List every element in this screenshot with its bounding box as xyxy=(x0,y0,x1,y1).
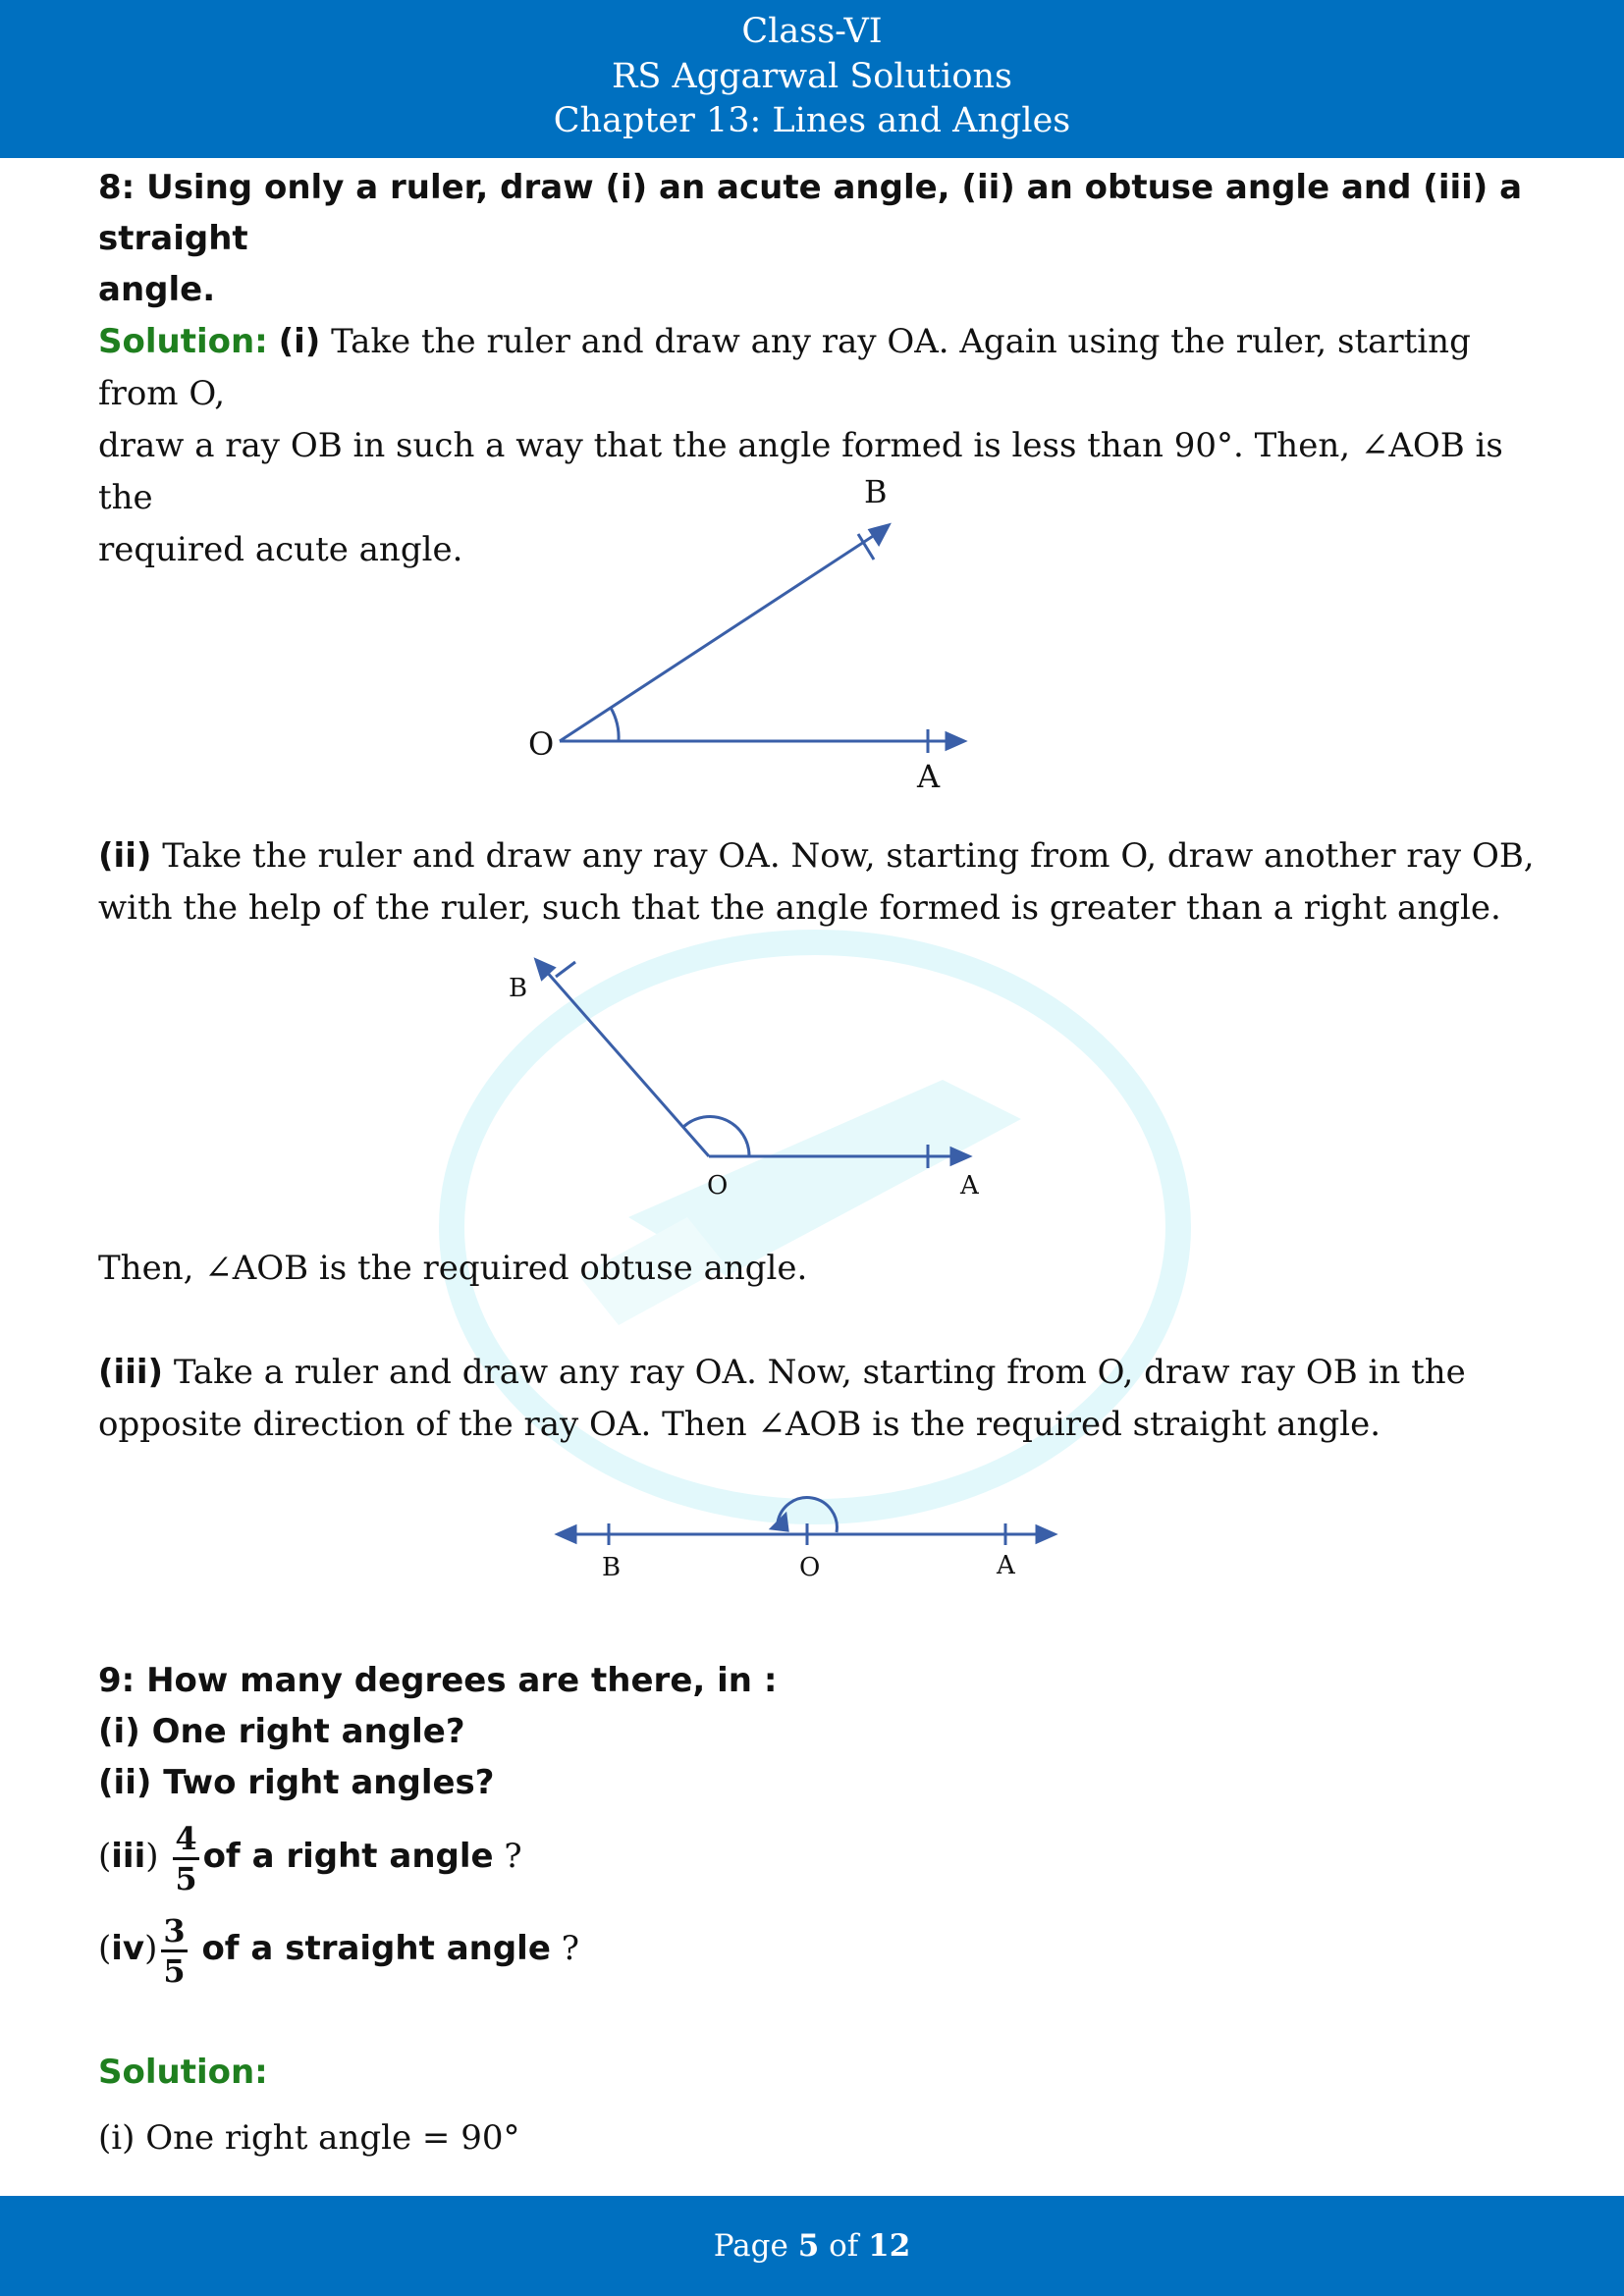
q8-part-iii xyxy=(98,1347,1551,1451)
q9-item-iv-text: of a straight angle xyxy=(201,1929,551,1968)
q8-part-iii-line2: opposite direction of the ray OA. Then ∠AOB is the required straight angle. xyxy=(98,1405,1381,1444)
straight-angle-figure xyxy=(550,1487,1070,1585)
q9-item-ii: (ii) Two right angles? xyxy=(98,1763,495,1802)
q8-part-ii-conclusion: Then, ∠AOB is the required obtuse angle. xyxy=(98,1249,808,1288)
q9-item-iv-fraction xyxy=(161,1912,187,1990)
ray-oa-arrowhead xyxy=(947,733,964,749)
q9-solution xyxy=(98,2047,1551,2164)
page-total: 12 xyxy=(868,2228,911,2264)
ray-ob xyxy=(538,962,709,1156)
q9-item-iv-question-mark: ? xyxy=(561,1929,579,1968)
q9-item-iii-question-mark: ? xyxy=(504,1837,522,1876)
header-chapter: Chapter 13: Lines and Angles xyxy=(553,101,1071,140)
page-of: of xyxy=(819,2228,869,2264)
page-current: 5 xyxy=(797,2228,820,2264)
q8-part-ii xyxy=(98,830,1551,934)
q9-answer-i: (i) One right angle = 90° xyxy=(98,2118,520,2158)
q9-item-iii: (iii) $\frac{4}{5}$ of a right angle ? xyxy=(98,1819,522,1897)
header-class: Class-VI xyxy=(741,12,883,51)
label-o: O xyxy=(528,725,555,763)
page-content xyxy=(98,162,1532,315)
q8-question-line2: angle. xyxy=(98,270,216,309)
angle-arc xyxy=(611,708,619,741)
q9-item-i: (i) One right angle? xyxy=(98,1712,465,1751)
ray-oa-arrowhead xyxy=(1037,1526,1055,1542)
label-b: B xyxy=(602,1553,622,1582)
label-b: B xyxy=(509,974,528,1003)
q8-part-i-line1: Take the ruler and draw any ray OA. Again using the ruler, starting from O, xyxy=(98,322,1471,413)
q8-part-iii-line1: Take a ruler and draw any ray OA. Now, starting from O, draw ray OB in the xyxy=(163,1353,1466,1392)
obtuse-angle-figure xyxy=(491,947,1001,1212)
acute-angle-figure xyxy=(511,471,1001,805)
q8-part-i-line3: required acute angle. xyxy=(98,530,463,569)
label-a: A xyxy=(960,1171,979,1201)
page-prefix: Page xyxy=(713,2228,798,2264)
q8-part-ii-label: (ii) xyxy=(98,836,152,876)
q8-part-ii-line2: with the help of the ruler, such that the angle formed is greater than a right angle. xyxy=(98,888,1501,928)
q9-item-iii-text: of a right angle xyxy=(202,1837,494,1876)
q9-item-iv-numerator: 3 xyxy=(161,1912,187,1952)
q9-item-iv: (iv) $\frac{3}{5}$ of a straight angle ? xyxy=(98,1911,579,1990)
page-header xyxy=(0,0,1624,158)
q8-part-i-line2: draw a ray OB in such a way that the angle formed is less than 90°. Then, ∠AOB is the xyxy=(98,426,1503,517)
ray-ob xyxy=(560,527,887,741)
q9-solution-label: Solution: xyxy=(98,2053,268,2092)
label-o: O xyxy=(799,1553,821,1582)
q9-question: 9: How many degrees are there, in : xyxy=(98,1661,778,1700)
q8-part-ii-line1: Take the ruler and draw any ray OA. Now, starting from O, draw another ray OB, xyxy=(151,836,1535,876)
ray-ob-arrowhead xyxy=(558,1526,575,1542)
label-o: O xyxy=(707,1171,729,1201)
label-a: A xyxy=(997,1551,1015,1580)
q9-item-iii-numerator: 4 xyxy=(173,1820,198,1860)
q9-item-iii-denominator: 5 xyxy=(175,1859,197,1897)
ray-oa-arrowhead xyxy=(951,1148,969,1164)
ray-ob-tick xyxy=(556,962,575,977)
label-a: A xyxy=(917,758,941,795)
ray-ob-arrowhead xyxy=(870,525,889,544)
q8-question-line1: 8: Using only a ruler, draw (i) an acute angle, (ii) an obtuse angle and (iii) a straight xyxy=(98,168,1523,258)
q8-solution-label: Solution: xyxy=(98,322,268,361)
q9-item-iv-denominator: 5 xyxy=(163,1951,186,1990)
q9-item-iii-fraction xyxy=(173,1820,198,1897)
q9-item-iii-label: iii xyxy=(111,1837,146,1876)
page-footer xyxy=(0,2196,1624,2296)
q9-item-iv-label: iv xyxy=(111,1929,145,1968)
header-book: RS Aggarwal Solutions xyxy=(612,56,1012,96)
q8-part-ii-conclusion-block xyxy=(98,1243,1551,1295)
q9-block xyxy=(98,1655,1551,1808)
q8-part-iii-label: (iii) xyxy=(98,1353,164,1392)
q8-part-i-label: (i) xyxy=(278,322,321,361)
label-b: B xyxy=(864,473,888,510)
